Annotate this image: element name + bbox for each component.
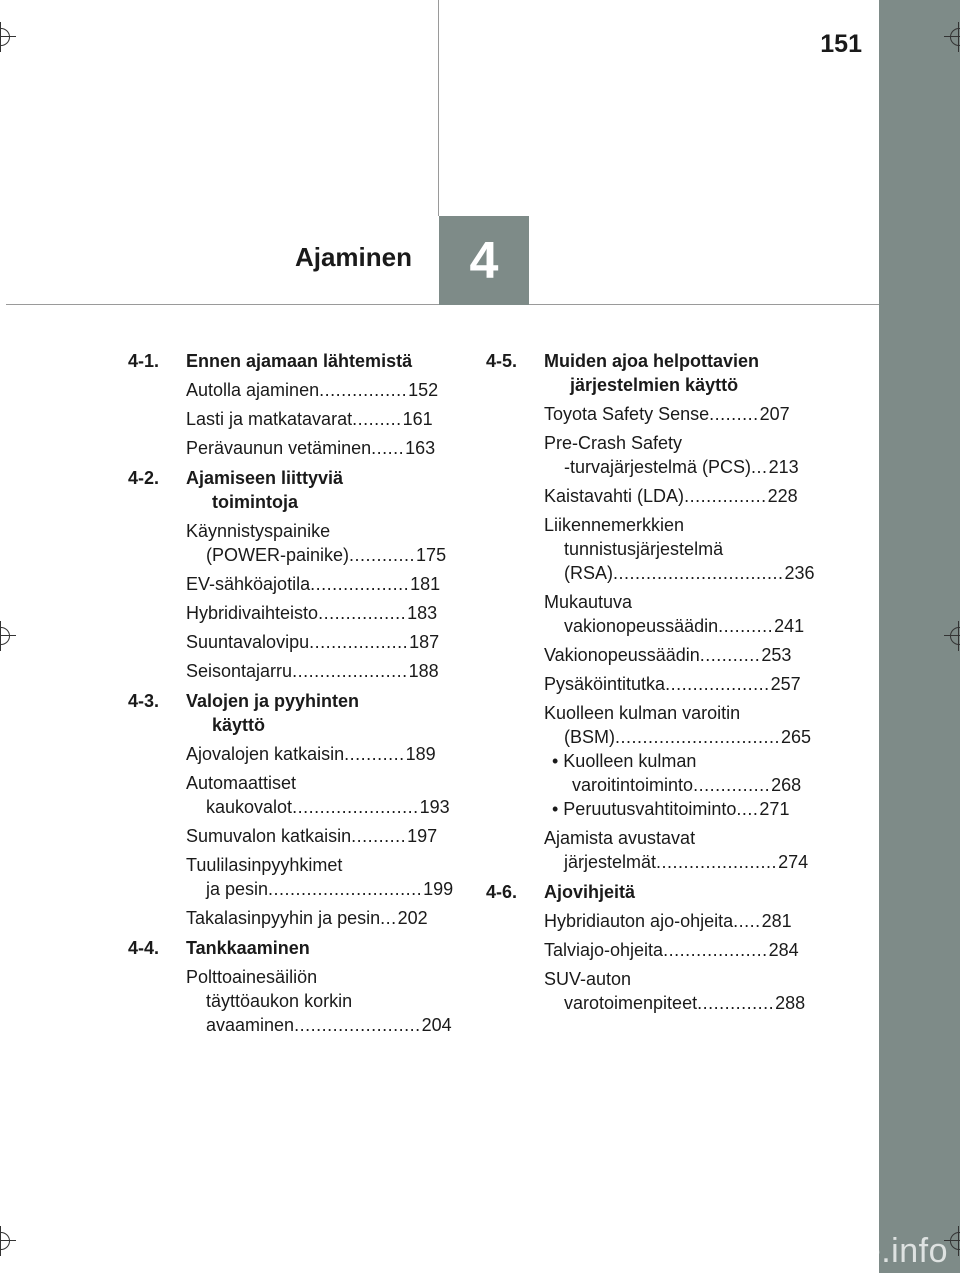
toc-entry-line bbox=[186, 630, 468, 654]
toc-entry-line bbox=[544, 672, 826, 696]
leader-dots: ... bbox=[751, 457, 768, 477]
toc-entry-text: • Kuolleen kulman bbox=[552, 751, 697, 771]
toc-entry-text: järjestelmät bbox=[564, 852, 657, 872]
toc-entry-line bbox=[544, 614, 826, 638]
section-title-line: Muiden ajoa helpottavien bbox=[544, 351, 760, 371]
toc-page-number: 202 bbox=[397, 908, 428, 928]
section-title bbox=[186, 349, 468, 373]
toc-entry-line bbox=[544, 850, 826, 874]
toc-entry bbox=[544, 643, 826, 667]
toc-entry-text: Toyota Safety Sense bbox=[544, 404, 710, 424]
toc-entry bbox=[544, 826, 826, 874]
page-number: 151 bbox=[820, 30, 862, 58]
toc-entry-text: Suuntavalovipu bbox=[186, 632, 310, 652]
toc-entry bbox=[186, 771, 468, 819]
toc-entry-text: Takalasinpyyhin ja pesin bbox=[186, 908, 381, 928]
toc-entry bbox=[186, 519, 468, 567]
toc-entry bbox=[544, 909, 826, 933]
leader-dots: .... bbox=[736, 799, 759, 819]
toc-page-number: 175 bbox=[416, 545, 447, 565]
toc-entry-text: Automaattiset bbox=[186, 773, 297, 793]
toc-entry-text: tunnistusjärjestelmä bbox=[564, 539, 724, 559]
leader-dots: .................. bbox=[310, 574, 410, 594]
toc-entry-line bbox=[186, 407, 468, 431]
toc-entry-line bbox=[544, 484, 826, 508]
toc-page-number: 161 bbox=[402, 409, 433, 429]
toc-page-number: 236 bbox=[784, 563, 815, 583]
section-number: 4-1. bbox=[128, 351, 160, 371]
toc-entry bbox=[186, 407, 468, 431]
toc-entry-text: varotoimenpiteet bbox=[564, 993, 698, 1013]
toc-entry-text: Tuulilasinpyyhkimet bbox=[186, 855, 343, 875]
toc-entry-text: kaukovalot bbox=[206, 797, 293, 817]
toc-entry-text: • Peruutusvahtitoiminto bbox=[552, 799, 737, 819]
toc-subentry bbox=[552, 749, 826, 797]
toc-entry bbox=[544, 484, 826, 508]
toc-entry-line bbox=[544, 938, 826, 962]
toc-entry bbox=[186, 824, 468, 848]
section-title bbox=[186, 466, 468, 514]
toc-entry-text: Hybridivaihteisto bbox=[186, 603, 319, 623]
toc-section bbox=[128, 936, 468, 1037]
toc-page-number: 274 bbox=[778, 852, 809, 872]
toc-page-number: 207 bbox=[759, 404, 790, 424]
toc-entry-text: EV-sähköajotila bbox=[186, 574, 311, 594]
toc-page-number: 183 bbox=[407, 603, 438, 623]
section-number: 4-5. bbox=[486, 351, 518, 371]
toc-page-number: 253 bbox=[761, 645, 792, 665]
toc-page-number: 199 bbox=[423, 879, 454, 899]
leader-dots: ................... bbox=[663, 940, 768, 960]
toc-page-number: 163 bbox=[405, 438, 436, 458]
toc-entry-line bbox=[186, 742, 468, 766]
toc-entry-text: Perävaunun vetäminen bbox=[186, 438, 372, 458]
toc-entry-line bbox=[544, 643, 826, 667]
toc-right-column bbox=[486, 349, 826, 1021]
toc-entry-text: Seisontajarru bbox=[186, 661, 293, 681]
toc-page-number: 284 bbox=[768, 940, 799, 960]
toc-page-number: 281 bbox=[761, 911, 792, 931]
section-title bbox=[186, 689, 468, 737]
toc-entry bbox=[544, 938, 826, 962]
toc-entry-text: vakionopeussäädin bbox=[564, 616, 719, 636]
toc-entry bbox=[186, 853, 468, 901]
chapter-number-box bbox=[439, 216, 529, 305]
toc-entry bbox=[544, 402, 826, 426]
toc-entry-text: Mukautuva bbox=[544, 592, 633, 612]
toc-entry bbox=[186, 630, 468, 654]
toc-entry-line bbox=[186, 572, 468, 596]
toc-entry-text: -turvajärjestelmä (PCS) bbox=[564, 457, 752, 477]
section-title-line: Ajovihjeitä bbox=[544, 882, 636, 902]
leader-dots: .......... bbox=[351, 826, 407, 846]
toc-section bbox=[486, 880, 826, 1015]
toc-entry bbox=[186, 906, 468, 930]
leader-dots: ... bbox=[380, 908, 397, 928]
toc-page-number: 181 bbox=[410, 574, 441, 594]
registration-mark-icon bbox=[0, 1226, 16, 1256]
toc-entry-line bbox=[544, 725, 826, 749]
toc-page-number: 265 bbox=[781, 727, 812, 747]
registration-mark-icon bbox=[944, 621, 960, 651]
chapter-number: 4 bbox=[469, 231, 499, 290]
toc-entry-text: Ajovalojen katkaisin bbox=[186, 744, 345, 764]
toc-entry-text: Ajamista avustavat bbox=[544, 828, 696, 848]
toc-entry-line bbox=[544, 455, 826, 479]
toc-section bbox=[128, 349, 468, 460]
toc-entry-line bbox=[186, 659, 468, 683]
leader-dots: ....................... bbox=[292, 797, 419, 817]
registration-mark-icon bbox=[0, 22, 16, 52]
leader-dots: .................. bbox=[309, 632, 409, 652]
toc-entry bbox=[186, 965, 468, 1037]
toc-entry-line bbox=[186, 436, 468, 460]
leader-dots: .............. bbox=[693, 775, 771, 795]
toc-entry-line bbox=[552, 797, 826, 821]
leader-dots: ............................ bbox=[268, 879, 423, 899]
section-title-line: Tankkaaminen bbox=[186, 938, 310, 958]
toc-entry-line bbox=[186, 601, 468, 625]
toc-entry-text: (BSM) bbox=[564, 727, 615, 747]
leader-dots: ............................... bbox=[613, 563, 784, 583]
leader-dots: ............... bbox=[684, 486, 767, 506]
section-number: 4-3. bbox=[128, 691, 160, 711]
toc-entry bbox=[544, 590, 826, 638]
toc-entry-text: Vakionopeussäädin bbox=[544, 645, 700, 665]
toc-entry-line bbox=[186, 378, 468, 402]
toc-section bbox=[128, 689, 468, 930]
leader-dots: ..... bbox=[733, 911, 761, 931]
section-number: 4-6. bbox=[486, 882, 518, 902]
chapter-title: Ajaminen bbox=[294, 242, 412, 272]
toc-page-number: 257 bbox=[770, 674, 801, 694]
section-title-line: toimintoja bbox=[212, 492, 298, 512]
leader-dots: .............. bbox=[697, 993, 775, 1013]
registration-mark-icon bbox=[0, 621, 16, 651]
toc-page-number: 288 bbox=[775, 993, 806, 1013]
section-title-line: Ennen ajamaan lähtemistä bbox=[186, 351, 413, 371]
toc-entry-line bbox=[544, 909, 826, 933]
leader-dots: ..................... bbox=[292, 661, 408, 681]
toc-entry-text: (POWER-painike) bbox=[206, 545, 350, 565]
toc-page-number: 152 bbox=[408, 380, 439, 400]
toc-page-number: 271 bbox=[759, 799, 790, 819]
leader-dots: ................... bbox=[665, 674, 770, 694]
section-number: 4-2. bbox=[128, 468, 160, 488]
toc-page-number: 268 bbox=[771, 775, 802, 795]
toc-entry bbox=[186, 572, 468, 596]
leader-dots: ...................... bbox=[656, 852, 778, 872]
leader-dots: ................ bbox=[318, 603, 407, 623]
toc-entry-text: varoitintoiminto bbox=[572, 775, 694, 795]
toc-entry-text: Kuolleen kulman varoitin bbox=[544, 703, 741, 723]
toc-entry-text: Pre-Crash Safety bbox=[544, 433, 683, 453]
toc-page-number: 197 bbox=[407, 826, 438, 846]
toc-entry bbox=[544, 672, 826, 696]
leader-dots: ....................... bbox=[294, 1015, 421, 1035]
toc-entry-text: Käynnistyspainike bbox=[186, 521, 331, 541]
section-title-line: Ajamiseen liittyviä bbox=[186, 468, 344, 488]
toc-page-number: 213 bbox=[768, 457, 799, 477]
leader-dots: .............................. bbox=[615, 727, 781, 747]
toc-entry-text: Kaistavahti (LDA) bbox=[544, 486, 685, 506]
section-title-line: Valojen ja pyyhinten bbox=[186, 691, 360, 711]
toc-subentry bbox=[552, 797, 826, 821]
leader-dots: ...... bbox=[371, 438, 405, 458]
toc-entry bbox=[186, 436, 468, 460]
section-number: 4-4. bbox=[128, 938, 160, 958]
toc-entry-text: Hybridiauton ajo-ohjeita bbox=[544, 911, 734, 931]
section-title-line: käyttö bbox=[212, 715, 266, 735]
toc-entry-text: Pysäköintitutka bbox=[544, 674, 666, 694]
toc-entry-text: Talviajo-ohjeita bbox=[544, 940, 664, 960]
toc-left-column bbox=[128, 349, 468, 1043]
toc-entry bbox=[544, 431, 826, 479]
toc-page-number: 241 bbox=[774, 616, 805, 636]
header-vertical-rule bbox=[438, 0, 439, 216]
toc-entry bbox=[186, 659, 468, 683]
toc-entry bbox=[544, 513, 826, 585]
leader-dots: .......... bbox=[718, 616, 774, 636]
toc-page-number: 189 bbox=[405, 744, 436, 764]
toc-entry-text: täyttöaukon korkin bbox=[206, 991, 353, 1011]
toc-page-number: 204 bbox=[421, 1015, 452, 1035]
toc-entry-text: Sumuvalon katkaisin bbox=[186, 826, 352, 846]
toc-entry-line bbox=[544, 402, 826, 426]
toc-entry bbox=[544, 967, 826, 1015]
leader-dots: ............ bbox=[349, 545, 416, 565]
toc-entry-line bbox=[186, 795, 468, 819]
toc-entry-line bbox=[544, 561, 826, 585]
toc-entry bbox=[186, 601, 468, 625]
toc-entry-text: Polttoainesäiliön bbox=[186, 967, 318, 987]
leader-dots: ................ bbox=[319, 380, 408, 400]
toc-entry-line bbox=[186, 877, 468, 901]
toc-entry-text: ja pesin bbox=[206, 879, 269, 899]
toc-entry-text: SUV-auton bbox=[544, 969, 632, 989]
toc-entry bbox=[186, 378, 468, 402]
toc-section bbox=[128, 466, 468, 683]
registration-mark-icon bbox=[944, 22, 960, 52]
toc-entry-line bbox=[186, 1013, 468, 1037]
toc-entry-text: Liikennemerkkien bbox=[544, 515, 685, 535]
toc-entry-line bbox=[186, 543, 468, 567]
toc-entry bbox=[186, 742, 468, 766]
toc-entry-line bbox=[186, 824, 468, 848]
section-title bbox=[544, 349, 826, 397]
toc-entry bbox=[544, 701, 826, 821]
leader-dots: ......... bbox=[709, 404, 759, 424]
toc-entry-line bbox=[544, 991, 826, 1015]
leader-dots: ........... bbox=[699, 645, 761, 665]
toc-entry-text: avaaminen bbox=[206, 1015, 295, 1035]
toc-section bbox=[486, 349, 826, 874]
leader-dots: ......... bbox=[352, 409, 402, 429]
toc-page-number: 228 bbox=[767, 486, 798, 506]
toc-page-number: 188 bbox=[408, 661, 439, 681]
toc-page-number: 187 bbox=[409, 632, 440, 652]
section-title-line: järjestelmien käyttö bbox=[570, 375, 739, 395]
watermark: carmanualsonline.info bbox=[606, 1232, 948, 1270]
toc-entry-line bbox=[186, 906, 468, 930]
section-title bbox=[544, 880, 826, 904]
toc-page-number: 193 bbox=[419, 797, 450, 817]
toc-entry-text: (RSA) bbox=[564, 563, 613, 583]
section-title bbox=[186, 936, 468, 960]
leader-dots: ........... bbox=[344, 744, 405, 764]
toc-entry-line bbox=[552, 773, 826, 797]
toc-entry-text: Lasti ja matkatavarat bbox=[186, 409, 353, 429]
toc-entry-text: Autolla ajaminen bbox=[186, 380, 320, 400]
